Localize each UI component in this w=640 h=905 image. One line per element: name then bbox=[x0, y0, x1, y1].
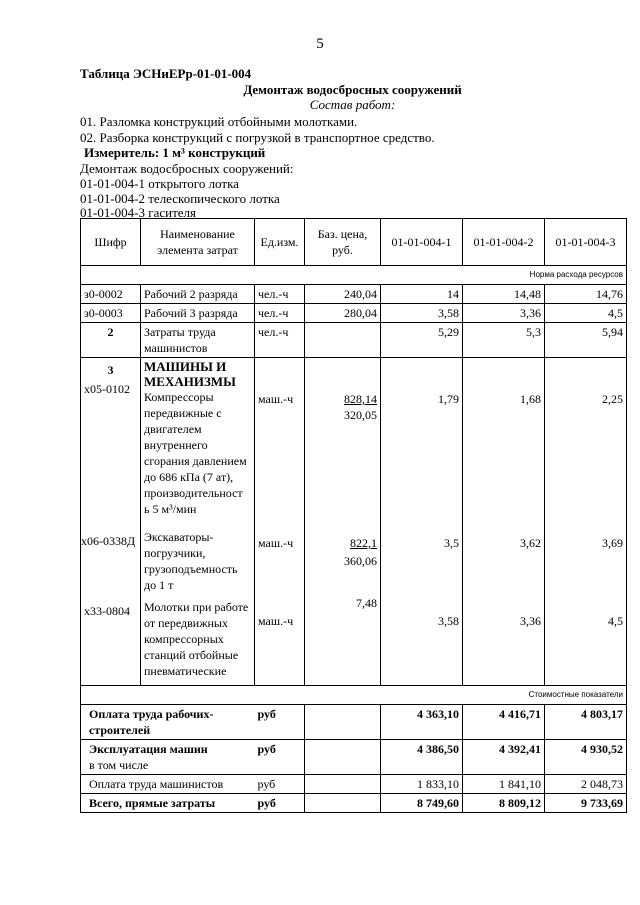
machine-values-2-cell bbox=[463, 358, 545, 686]
row-name: Рабочий 3 разряда bbox=[141, 304, 255, 323]
row-code: 2 bbox=[81, 323, 141, 358]
cost-name: Оплата труда рабочих-строителей bbox=[81, 705, 255, 740]
machine-name: Экскаваторы-погрузчики, грузоподъемность до 1 т bbox=[144, 530, 238, 592]
header-unit: Ед.изм. bbox=[255, 219, 305, 266]
cost-value-1: 4 386,50 bbox=[381, 740, 463, 775]
table-row bbox=[81, 358, 627, 686]
cost-value-2: 8 809,12 bbox=[463, 794, 545, 813]
table-title: Демонтаж водосбросных сооружений bbox=[243, 82, 462, 97]
cost-value-3: 4 930,52 bbox=[545, 740, 627, 775]
row-unit: чел.-ч bbox=[255, 285, 305, 304]
cost-empty bbox=[305, 775, 381, 794]
header-col3: 01-01-004-3 bbox=[545, 219, 627, 266]
machine-price: 822,1 bbox=[350, 536, 377, 550]
cost-value-3: 9 733,69 bbox=[545, 794, 627, 813]
cost-value-2: 4 392,41 bbox=[463, 740, 545, 775]
machine-price: 7,48 bbox=[356, 596, 377, 610]
variant-2: 01-01-004-2 телескопического лотка bbox=[80, 191, 280, 206]
cost-name-cell bbox=[81, 740, 255, 775]
machine-value: 3,62 bbox=[520, 536, 541, 550]
group-code: 3 bbox=[107, 363, 114, 377]
header-col2: 01-01-004-2 bbox=[463, 219, 545, 266]
machine-value: 2,25 bbox=[602, 392, 623, 406]
work-item-2: 02. Разборка конструкций с погрузкой в транспортное средство. bbox=[80, 130, 435, 145]
machine-value: 3,36 bbox=[520, 614, 541, 628]
table-row bbox=[81, 775, 627, 794]
description: Демонтаж водосбросных сооружений: bbox=[80, 161, 294, 176]
row-value-1: 5,29 bbox=[381, 323, 463, 358]
machine-value: 3,58 bbox=[438, 614, 459, 628]
cost-value-3: 2 048,73 bbox=[545, 775, 627, 794]
variant-1: 01-01-004-1 открытого лотка bbox=[80, 176, 239, 191]
group-name: МАШИНЫ И МЕХАНИЗМЫ bbox=[144, 359, 236, 389]
cost-unit: руб bbox=[255, 740, 305, 775]
section-cost: Стоимостные показатели bbox=[81, 686, 627, 705]
machine-names-cell bbox=[141, 358, 255, 686]
cost-value-1: 1 833,10 bbox=[381, 775, 463, 794]
table-row bbox=[81, 323, 627, 358]
section-norm: Норма расхода ресурсов bbox=[81, 266, 627, 285]
header-price: Баз. цена, руб. bbox=[305, 219, 381, 266]
table-row bbox=[81, 794, 627, 813]
row-price: 280,04 bbox=[305, 304, 381, 323]
machine-code: х06-0338Д bbox=[81, 534, 136, 548]
cost-value-1: 4 363,10 bbox=[381, 705, 463, 740]
cost-unit: руб bbox=[255, 775, 305, 794]
row-value-1: 3,58 bbox=[381, 304, 463, 323]
resource-table bbox=[80, 218, 627, 813]
table-row bbox=[81, 285, 627, 304]
cost-empty bbox=[305, 740, 381, 775]
work-item-1: 01. Разломка конструкций отбойными молотками. bbox=[80, 114, 358, 129]
row-value-1: 14 bbox=[381, 285, 463, 304]
machine-unit: маш.-ч bbox=[258, 392, 294, 406]
table-row bbox=[81, 304, 627, 323]
header-col1: 01-01-004-1 bbox=[381, 219, 463, 266]
row-unit: чел.-ч bbox=[255, 323, 305, 358]
machine-units-cell bbox=[255, 358, 305, 686]
section-norm-row bbox=[81, 266, 627, 285]
machine-price-2: 360,06 bbox=[344, 554, 377, 568]
row-value-2: 14,48 bbox=[463, 285, 545, 304]
cost-value-3: 4 803,17 bbox=[545, 705, 627, 740]
header-code: Шифр bbox=[81, 219, 141, 266]
row-unit: чел.-ч bbox=[255, 304, 305, 323]
page-number: 5 bbox=[316, 36, 324, 52]
row-name: Затраты труда машинистов bbox=[141, 323, 255, 358]
row-price-empty bbox=[305, 323, 381, 358]
machine-name: Молотки при работе от передвижных компрессорных станций отбойные пневматические bbox=[144, 600, 249, 678]
machine-code: х33-0804 bbox=[84, 604, 130, 618]
table-name: Таблица ЭСНиЕРр-01-01-004 bbox=[80, 66, 252, 81]
cost-unit: руб bbox=[255, 794, 305, 813]
cost-empty bbox=[305, 705, 381, 740]
header-row bbox=[81, 219, 627, 266]
row-value-3: 5,94 bbox=[545, 323, 627, 358]
machine-values-3-cell bbox=[545, 358, 627, 686]
measurer: Измеритель: 1 м³ конструкций bbox=[84, 145, 266, 160]
machine-name: Компрессоры передвижные с двигателем внутреннего сгорания давлением до 686 кПа (7 ат), производительност ь 5 м³/мин bbox=[144, 390, 247, 516]
cost-name: Оплата труда машинистов bbox=[81, 775, 255, 794]
cost-name: Эксплуатация машин bbox=[89, 742, 208, 756]
table-row bbox=[81, 740, 627, 775]
machine-codes-cell bbox=[81, 358, 141, 686]
machine-value: 3,69 bbox=[602, 536, 623, 550]
machine-value: 1,79 bbox=[438, 392, 459, 406]
machine-values-1-cell bbox=[381, 358, 463, 686]
row-price: 240,04 bbox=[305, 285, 381, 304]
machine-prices-cell bbox=[305, 358, 381, 686]
row-name: Рабочий 2 разряда bbox=[141, 285, 255, 304]
cost-empty bbox=[305, 794, 381, 813]
cost-unit: руб bbox=[255, 705, 305, 740]
variant-3: 01-01-004-3 гасителя bbox=[80, 205, 196, 220]
machine-unit: маш.-ч bbox=[258, 614, 294, 628]
machine-unit: маш.-ч bbox=[258, 536, 294, 550]
machine-value: 4,5 bbox=[608, 614, 623, 628]
row-value-3: 14,76 bbox=[545, 285, 627, 304]
machine-price: 828,14 bbox=[344, 392, 377, 406]
table-row bbox=[81, 705, 627, 740]
cost-subtitle: в том числе bbox=[89, 758, 149, 772]
cost-value-2: 1 841,10 bbox=[463, 775, 545, 794]
machine-code: х05-0102 bbox=[84, 382, 130, 396]
row-code: з0-0003 bbox=[81, 304, 141, 323]
row-code: з0-0002 bbox=[81, 285, 141, 304]
machine-value: 3,5 bbox=[444, 536, 459, 550]
row-value-3: 4,5 bbox=[545, 304, 627, 323]
cost-name: Всего, прямые затраты bbox=[81, 794, 255, 813]
row-value-2: 5,3 bbox=[463, 323, 545, 358]
header-name: Наименование элемента затрат bbox=[141, 219, 255, 266]
cost-value-2: 4 416,71 bbox=[463, 705, 545, 740]
machine-value: 1,68 bbox=[520, 392, 541, 406]
machine-price-2: 320,05 bbox=[344, 408, 377, 422]
row-value-2: 3,36 bbox=[463, 304, 545, 323]
section-cost-row bbox=[81, 686, 627, 705]
cost-value-1: 8 749,60 bbox=[381, 794, 463, 813]
work-heading: Состав работ: bbox=[309, 97, 396, 112]
